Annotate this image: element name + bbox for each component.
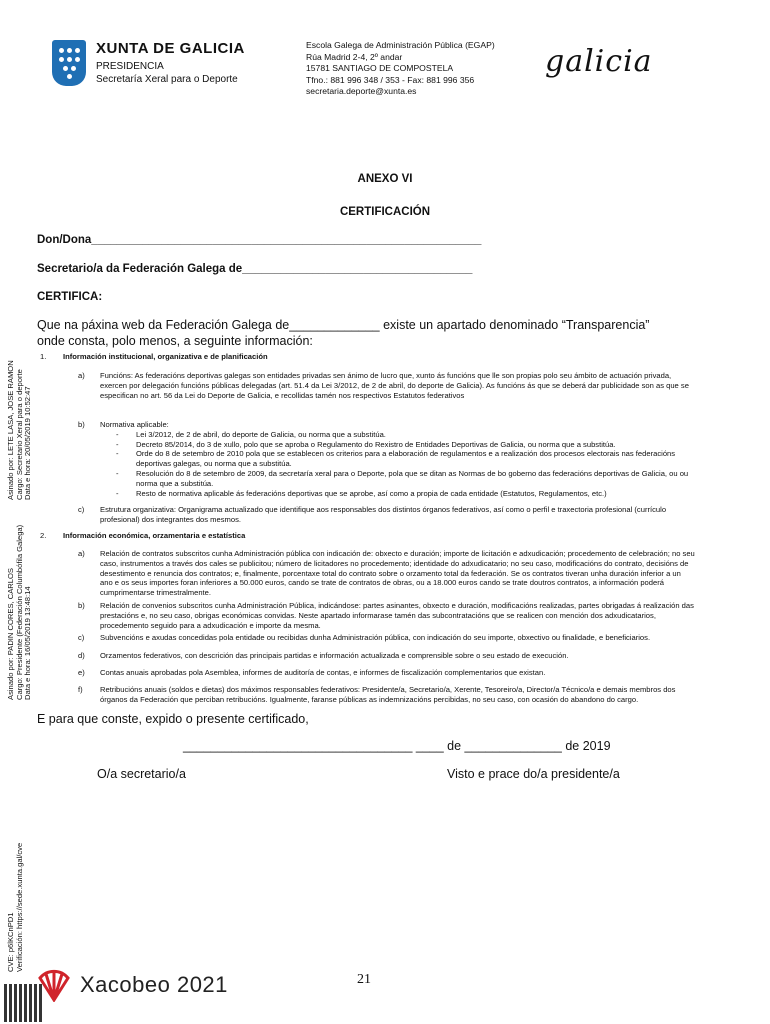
xacobeo-shell-icon — [36, 966, 72, 1002]
intro-paragraph — [37, 317, 737, 349]
org-line-2: Secretaría Xeral para o Deporte — [96, 74, 238, 85]
egap-line: Escola Galega de Administración Pública (EGAP) — [306, 40, 495, 50]
item-label: b) — [78, 601, 85, 610]
item-label: e) — [78, 668, 85, 677]
item-label: a) — [78, 371, 85, 380]
signature-stamp-1 — [7, 360, 33, 500]
section-1-title: Información institucional, organizativa e de planificación — [63, 352, 268, 361]
cve-stamp — [7, 843, 24, 972]
org-title: XUNTA DE GALICIA — [96, 40, 245, 57]
item-1a-text: Funcións: As federacións deportivas galegas son entidades privadas sen ánimo de lucro que, xunto ás funcións que lle son propias polo seu ámbito de actuación privada, exercen por delegación funcións públicas delegadas (art. 51.4 da Lei 3/2012, de 2 de abril, do deporte de Galicia). As funcións ás que se deberá dar publicidade son as que se especifican no art. 56 da Lei do Deporte de Galicia, e recollidas tamén nos respectivos Estatutos federativos — [100, 371, 689, 400]
item-label: d) — [78, 651, 85, 660]
xunta-shield-logo — [52, 40, 86, 86]
galicia-logo: galicia — [545, 44, 653, 79]
secretario-field: Secretario/a da Federación Galega de____________________________________ — [37, 263, 473, 275]
item-label: b) — [78, 420, 85, 429]
date-line: _________________________________ ____ de ______________ de 2019 — [183, 739, 611, 753]
item-label: f) — [78, 685, 83, 694]
normativa-item: - Resolución do 8 de setembro de 2009, da secretaría xeral para o Deporte, pola que se ditan as Normas de bo goberno das federacións deportivas de Galicia, ou ou norma que a substitúa. — [114, 469, 695, 489]
page-number: 21 — [357, 972, 371, 987]
item-1c-text: Estrutura organizativa: Organigrama actualizado que identifique aos responsables dos distintos órganos federativos, así como o perfil e traxectoria profesional (currículo profesional) dos integrantes dos mesmos. — [100, 505, 667, 524]
intro-line: Que na páxina web da Federación Galega de_____________ existe un apartado denominado “Transparencia” — [37, 318, 650, 332]
stamp-line: Data e hora: 16/05/2019 13:48:14 — [23, 586, 32, 700]
item-2c-text: Subvencións e axudas concedidas pola entidade ou recibidas dunha Administración pública, con indicación do seu importe, obxectivo ou finalidade, e beneficiarios. — [100, 633, 651, 642]
don-dona-field: Don/Dona_____________________________________________________________ — [37, 234, 482, 246]
item-2a-text: Relación de contratos subscritos cunha Administración pública con indicación de: obxecto e duración; importe de licitación e adxudicación; procedemento de celebración; no seu caso, instrumentos a través dos cales se publicitou; número de licitadores no procedemento; identidade do adxudicatario; no seu caso, modificacións do contrato, decisións de desestimento e renuncia dos contratos; e, finalmente, porcentaxe total do contrato sobre o orzamento total da federación. Se os contratos tiveran unha duración inferior a un ano e os seus importes foran inferiores a 50.000 euros, cando se trate de contratos de obras, ou a 18.000 euros cando se trate doutros contratos, a información poderá cumprimentarse trimestralmente. — [100, 549, 695, 598]
intro-line: onde consta, polo menos, a seguinte información: — [37, 334, 313, 348]
item-2e-text: Contas anuais aprobadas pola Asemblea, informes de auditoría de contas, e informes de fiscalización complementarios que existan. — [100, 668, 546, 677]
stamp-line: Data e hora: 20/05/2019 10:52:47 — [23, 386, 32, 500]
normativa-item: - Lei 3/2012, de 2 de abril, do deporte de Galicia, ou norma que a substitúa. — [114, 430, 695, 440]
item-2b-text: Relación de convenios subscritos cunha Administración Pública, indicándose: partes asinantes, obxecto e duración, modificacións realizadas, partes obrigadas á realización das prestacións e, no seu caso, obrigas económicas convidas. Neste apartado informarase tamén das subcontratacións que se realicen con mención dos adxudicatarios, procedemento seguido para a adxudicación e importe da mesma. — [100, 601, 694, 630]
egap-address — [306, 40, 495, 98]
item-2f-text: Retribucións anuais (soldos e dietas) dos máximos responsables federativos: Presidente/a, Secretario/a, Xerente, Tesoreiro/a, Director/a Técnico/a e demais membros dos órganos da Federación que perciban retribucións. Igualmente, faranse públicas as indemnizacións percibidas, no seu caso, con ocasión do abandono do cargo. — [100, 685, 676, 704]
section-2-number: 2. — [40, 531, 47, 540]
normativa-item: - Orde do 8 de setembro de 2010 pola que se establecen os criterios para a elaboración de regulamentos e a realización dos procesos electorais nas federacións deportivas galegas, ou norma que a substitúa. — [114, 449, 695, 469]
item-label: c) — [78, 505, 85, 514]
item-2d-text: Orzamentos federativos, con descrición das principais partidas e información actualizada e comprensible sobre o seu estado de execución. — [100, 651, 569, 660]
item-label: a) — [78, 549, 85, 558]
egap-line: 15781 SANTIAGO DE COMPOSTELA — [306, 63, 454, 73]
normativa-item: - Decreto 85/2014, do 3 de xullo, polo que se aproba o Regulamento do Rexistro de Entidades Deportivas de Galicia, ou norma que a substitúa. — [114, 440, 695, 450]
item-label: c) — [78, 633, 85, 642]
stamp-line: Cargo: Presidente (Federación Columbófila Galega) — [14, 524, 24, 700]
egap-line: Tfno.: 881 996 348 / 353 - Fax: 881 996 356 — [306, 74, 475, 85]
signature-label-president: Visto e prace do/a presidente/a — [447, 767, 620, 781]
annex-title: ANEXO VI — [357, 173, 413, 185]
stamp-line: Asinado por: LETE LASA, JOSE RAMON — [6, 360, 15, 500]
egap-email: secretaria.deporte@xunta.es — [306, 86, 417, 96]
document-title: CERTIFICACIÓN — [339, 206, 431, 218]
closing-sentence: E para que conste, expido o presente certificado, — [37, 712, 309, 726]
signature-label-secretary: O/a secretario/a — [97, 767, 186, 781]
item-1b-block — [100, 420, 695, 498]
certifica-heading: CERTIFICA: — [37, 291, 103, 303]
stamp-line: Asinado por: PADIN CORES, CARLOS — [6, 568, 15, 700]
org-line-1: PRESIDENCIA — [96, 61, 164, 72]
normativa-item: - Resto de normativa aplicable ás federacións deportivas que se aprobe, así como a propia de cada entidade (Estatutos, Regulamentos, etc.) — [114, 489, 695, 499]
stamp-line: Cargo: Secretario Xeral para o deporte — [14, 369, 24, 500]
verification-link: Verificación: https://sede.xunta.gal/cve — [14, 842, 24, 972]
section-2-title: Información económica, orzamentaria e estatística — [63, 531, 246, 540]
egap-line: Rúa Madrid 2-4, 2º andar — [306, 51, 403, 62]
xacobeo-logo-text: Xacobeo 2021 — [80, 972, 228, 997]
item-1b-intro: Normativa aplicable: — [100, 420, 169, 429]
stamp-line: CVE: p6lKCnPD1 — [6, 912, 15, 972]
signature-stamp-2 — [7, 525, 33, 700]
section-1-number: 1. — [40, 352, 47, 361]
